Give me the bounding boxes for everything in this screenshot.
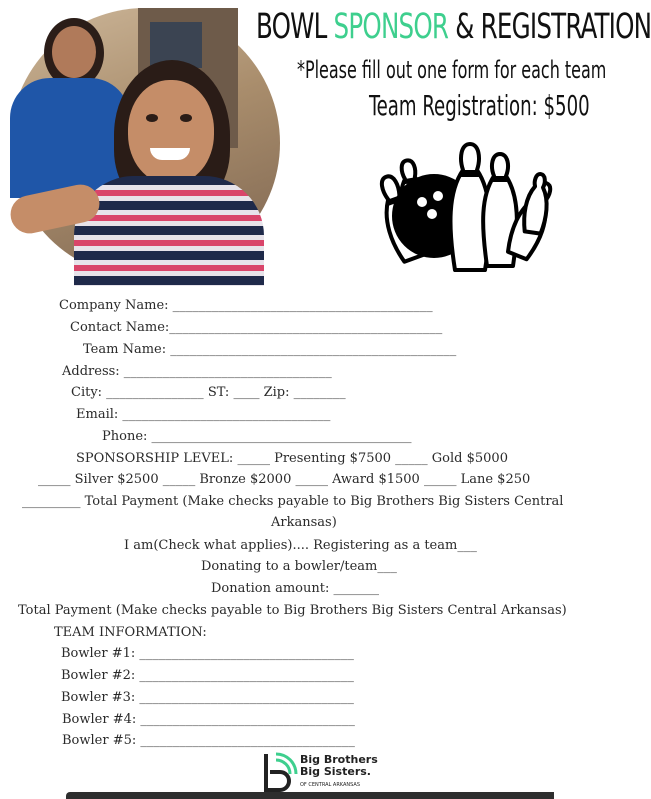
company-name-field[interactable]: Company Name: ________________________________________: [59, 298, 433, 313]
city-state-zip-field[interactable]: City: _______________ ST: ____ Zip: ________: [71, 385, 346, 400]
photo-circle: [10, 8, 280, 278]
logo-text: Big Brothers Big Sisters.: [300, 753, 378, 779]
team-name-field[interactable]: Team Name: ____________________________________________: [83, 342, 457, 357]
sponsorship-level-line-2[interactable]: _____ Silver $2500 _____ Bronze $2000 _____ Award $1500 _____ Lane $250: [38, 472, 531, 487]
bowler-2-field[interactable]: Bowler #2: _________________________________: [61, 668, 354, 683]
bowler-1-field[interactable]: Bowler #1: _________________________________: [61, 646, 354, 661]
title-highlight: SPONSOR: [333, 7, 449, 47]
donation-amount-field[interactable]: Donation amount: _______: [211, 581, 379, 596]
email-field[interactable]: Email: ________________________________: [76, 407, 331, 422]
phone-field[interactable]: Phone: ________________________________________: [102, 429, 412, 444]
page-title: BOWL SPONSOR & REGISTRATION: [256, 7, 651, 47]
registering-as-team-option[interactable]: I am(Check what applies).... Registering as a team___: [124, 538, 477, 553]
bbbs-logo-icon: [262, 752, 298, 794]
donating-option[interactable]: Donating to a bowler/team___: [201, 559, 397, 574]
total-payment-line[interactable]: _________ Total Payment (Make checks payable to Big Brothers Big Sisters Central: [22, 494, 564, 509]
bowler-5-field[interactable]: Bowler #5: _________________________________: [62, 733, 355, 748]
bowler-4-field[interactable]: Bowler #4: _________________________________: [62, 712, 355, 727]
bottom-scrollbar[interactable]: [66, 792, 554, 799]
subtitle: *Please fill out one form for each team: [297, 56, 607, 84]
team-information-heading: TEAM INFORMATION:: [54, 625, 207, 640]
bowler-3-field[interactable]: Bowler #3: _________________________________: [61, 690, 354, 705]
bowling-icon: [372, 140, 554, 276]
address-field[interactable]: Address: ________________________________: [62, 364, 332, 379]
sponsorship-level-line-1[interactable]: SPONSORSHIP LEVEL: _____ Presenting $7500 _____ Gold $5000: [76, 451, 508, 466]
logo-subtext: OF CENTRAL ARKANSAS: [300, 782, 361, 788]
registration-fee: Team Registration: $500: [369, 89, 590, 122]
contact-name-field[interactable]: Contact Name:__________________________________________: [70, 320, 443, 335]
total-payment-continued: Arkansas): [271, 515, 337, 530]
total-payment-note: Total Payment (Make checks payable to Big Brothers Big Sisters Central Arkansas): [18, 603, 567, 618]
